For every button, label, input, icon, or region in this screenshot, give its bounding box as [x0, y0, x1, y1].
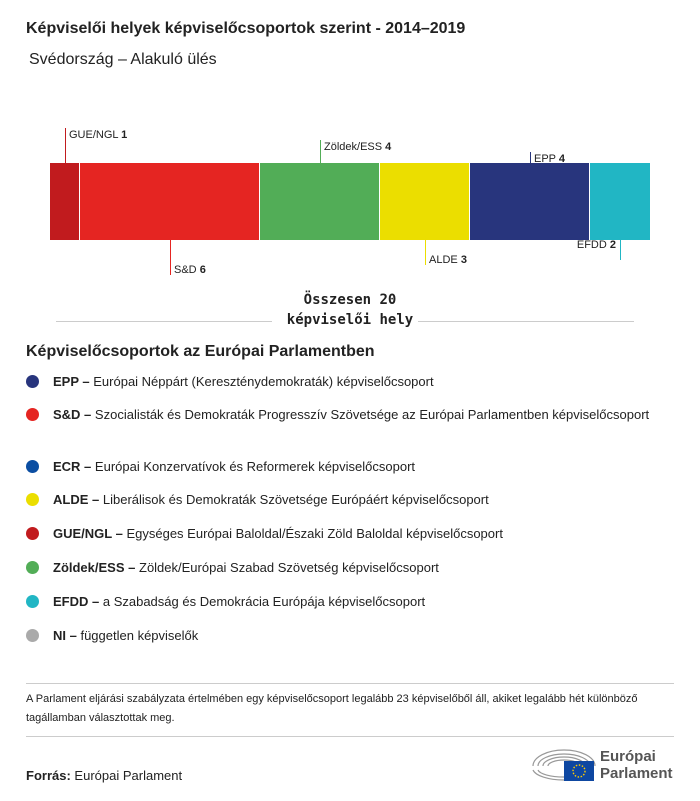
- divider: [56, 321, 272, 322]
- legend-color-dot: [26, 561, 39, 574]
- bar-segment-alde: [380, 163, 470, 240]
- logo-text: Európai Parlament: [600, 748, 673, 782]
- source-value: Európai Parlament: [74, 768, 183, 783]
- segment-label: EPP 4: [534, 153, 565, 165]
- chart-subtitle: Svédország – Alakuló ülés: [29, 51, 217, 68]
- bar-segment-epp: [470, 163, 590, 240]
- legend-item: NI – független képviselők: [26, 626, 693, 645]
- legend-color-dot: [26, 527, 39, 540]
- legend-color-dot: [26, 493, 39, 506]
- segment-label: ALDE 3: [429, 254, 467, 266]
- legend-item: EFDD – a Szabadság és Demokrácia Európája képviselőcsoport: [26, 592, 693, 611]
- bar-segment-efdd: [590, 163, 650, 240]
- legend-item: GUE/NGL – Egységes Európai Baloldal/Északi Zöld Baloldal képviselőcsoport: [26, 524, 693, 543]
- source-label: Forrás:: [26, 768, 71, 783]
- footnote: A Parlament eljárási szabályzata értelmében egy képviselőcsoport legalább 23 képviselőből áll, akiket legalább hét különböző tagállamban választottak meg.: [26, 693, 638, 724]
- label-leader-line: [320, 140, 321, 163]
- legend-color-dot: [26, 460, 39, 473]
- legend-item: EPP – Európai Néppárt (Kereszténydemokraták) képviselőcsoport: [26, 372, 693, 391]
- legend-item: Zöldek/ESS – Zöldek/Európai Szabad Szövetség képviselőcsoport: [26, 558, 693, 577]
- legend-item: ECR – Európai Konzervatívok és Reformerek képviselőcsoport: [26, 457, 693, 476]
- segment-label: GUE/NGL 1: [69, 129, 128, 141]
- legend-color-dot: [26, 375, 39, 388]
- label-leader-line: [530, 152, 531, 163]
- label-leader-line: [425, 240, 426, 265]
- bar-segment-zldekess: [260, 163, 380, 240]
- legend-item: S&D – Szocialisták és Demokraták Progresszív Szövetsége az Európai Parlamentben képviselőcsoport: [26, 405, 693, 424]
- label-leader-line: [170, 240, 171, 275]
- bar-segment-guengl: [50, 163, 80, 240]
- source: [26, 768, 182, 783]
- segment-label: S&D 6: [174, 264, 206, 276]
- stacked-bar-chart: [0, 110, 700, 290]
- legend-title: Képviselőcsoportok az Európai Parlamentben: [26, 343, 375, 360]
- divider: [26, 683, 674, 684]
- total-seats-label: Összesen 20 képviselői hely: [286, 292, 414, 328]
- legend-color-dot: [26, 595, 39, 608]
- divider: [418, 321, 634, 322]
- divider: [26, 736, 674, 737]
- chart-title: Képviselői helyek képviselőcsoportok szerint - 2014–2019: [26, 20, 466, 37]
- legend-item: ALDE – Liberálisok és Demokraták Szövetsége Európáért képviselőcsoport: [26, 490, 693, 509]
- label-leader-line: [65, 128, 66, 163]
- bar-segment-sd: [80, 163, 260, 240]
- legend-color-dot: [26, 408, 39, 421]
- label-leader-line: [620, 240, 621, 260]
- legend-color-dot: [26, 629, 39, 642]
- segment-label: Zöldek/ESS 4: [324, 141, 392, 153]
- segment-label: EFDD 2: [576, 239, 616, 251]
